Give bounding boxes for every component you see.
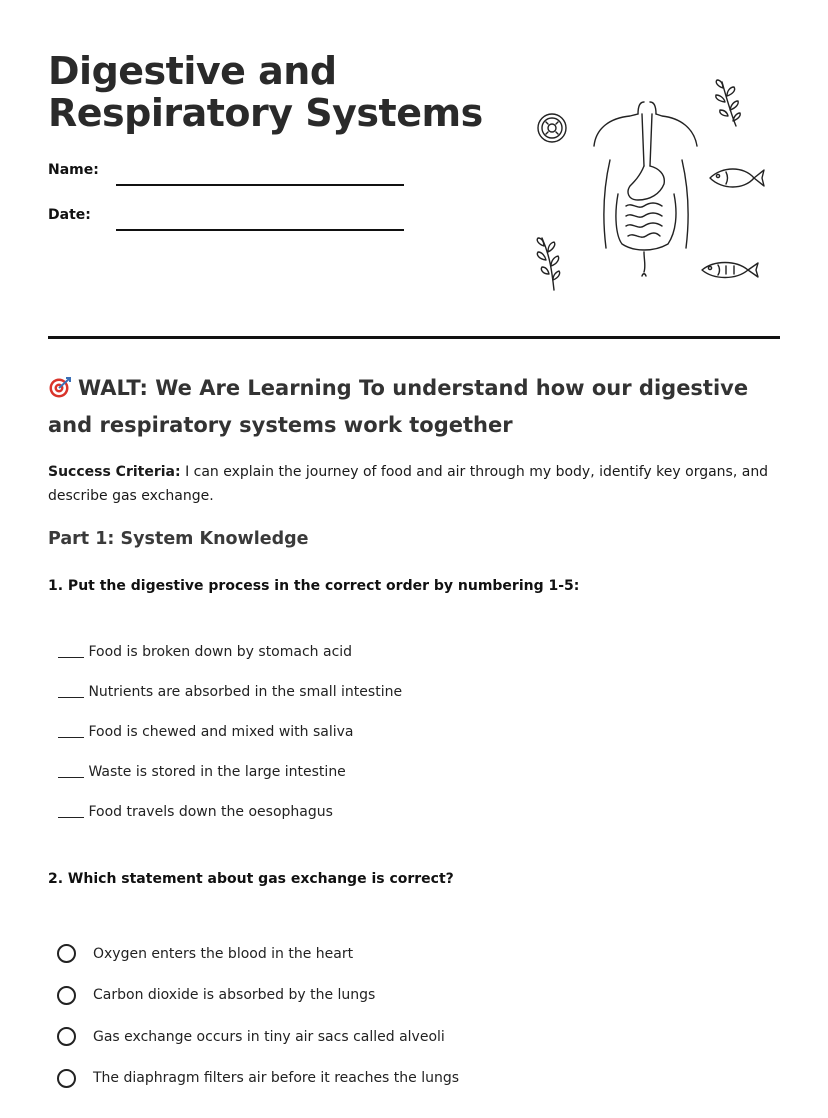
number-blank[interactable]	[58, 803, 84, 818]
date-line[interactable]	[116, 229, 404, 231]
radio-button[interactable]	[57, 1069, 76, 1088]
number-blank[interactable]	[58, 723, 84, 738]
ordering-item-text: Waste is stored in the large intestine	[88, 764, 346, 780]
ordering-item	[58, 760, 402, 800]
number-blank[interactable]	[58, 763, 84, 778]
herb-sprig-icon	[716, 80, 740, 126]
mc-option[interactable]	[57, 933, 459, 975]
name-field[interactable]	[48, 156, 408, 186]
number-blank[interactable]	[58, 643, 84, 658]
digestive-system-icon	[594, 102, 697, 276]
date-label: Date:	[48, 207, 91, 223]
success-criteria	[48, 460, 778, 508]
ordering-item	[58, 720, 402, 760]
radio-button[interactable]	[57, 986, 76, 1005]
radio-button[interactable]	[57, 944, 76, 963]
mc-option-label: Oxygen enters the blood in the heart	[93, 945, 354, 962]
fish-icon	[702, 263, 758, 278]
ordering-item	[58, 680, 402, 720]
multiple-choice-list	[57, 933, 459, 1099]
page-title-line-1: Digestive and	[48, 49, 337, 93]
mc-option[interactable]	[57, 1058, 459, 1100]
ordering-item-text: Food is chewed and mixed with saliva	[88, 724, 354, 740]
question-2-prompt: 2. Which statement about gas exchange is correct?	[48, 871, 454, 887]
mc-option-label: Carbon dioxide is absorbed by the lungs	[93, 987, 376, 1004]
mc-option[interactable]	[57, 1016, 459, 1058]
name-line[interactable]	[116, 184, 404, 186]
page-title	[48, 50, 483, 134]
ordering-item	[58, 640, 402, 680]
section-divider	[48, 336, 780, 339]
herb-sprig-icon	[537, 238, 559, 290]
target-icon	[48, 376, 72, 398]
radio-button[interactable]	[57, 1027, 76, 1046]
success-criteria-label: Success Criteria:	[48, 464, 181, 480]
kiwi-slice-icon	[538, 114, 566, 142]
mc-option-label: Gas exchange occurs in tiny air sacs called alveoli	[93, 1028, 445, 1045]
success-criteria-text: I can explain the journey of food and air through my body, identify key organs, and describe gas exchange.	[48, 464, 769, 504]
part-1-heading: Part 1: System Knowledge	[48, 529, 309, 549]
walt-text: WALT: We Are Learning To understand how our digestive and respiratory systems work together	[48, 376, 749, 437]
walt-heading	[48, 370, 788, 444]
name-label: Name:	[48, 162, 99, 178]
page-title-line-2: Respiratory Systems	[48, 91, 483, 135]
question-1-prompt: 1. Put the digestive process in the correct order by numbering 1-5:	[48, 578, 580, 594]
number-blank[interactable]	[58, 683, 84, 698]
ordering-item-text: Nutrients are absorbed in the small intestine	[88, 684, 403, 700]
mc-option-label: The diaphragm filters air before it reaches the lungs	[93, 1070, 460, 1087]
ordering-list	[58, 640, 402, 840]
date-field[interactable]	[48, 201, 408, 231]
ordering-item	[58, 800, 402, 840]
ordering-item-text: Food is broken down by stomach acid	[88, 644, 353, 660]
ordering-item-text: Food travels down the oesophagus	[88, 804, 333, 820]
body-systems-illustration	[530, 76, 770, 298]
fish-icon	[710, 169, 764, 187]
mc-option[interactable]	[57, 975, 459, 1017]
